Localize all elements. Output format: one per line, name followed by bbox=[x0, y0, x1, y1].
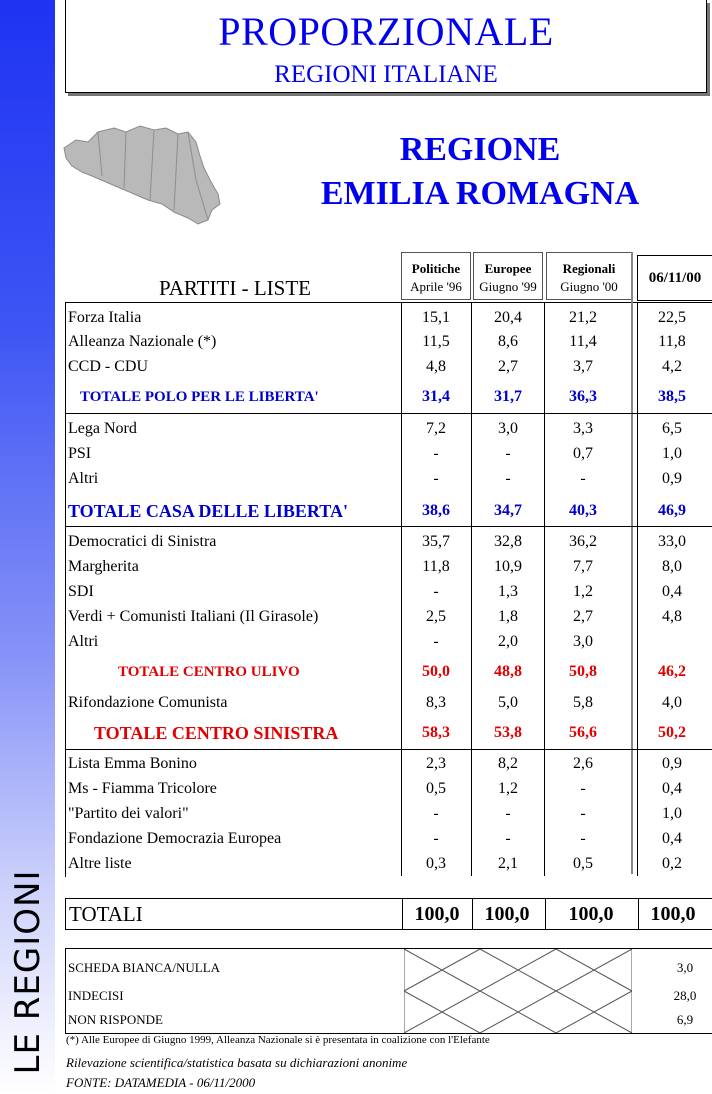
row-label: PSI bbox=[68, 445, 92, 462]
row-separator bbox=[65, 749, 712, 750]
row-value: 32,8 bbox=[494, 533, 522, 550]
row-value: 11,8 bbox=[658, 333, 686, 350]
row-value: 4,8 bbox=[426, 358, 446, 375]
row-value: - bbox=[505, 445, 511, 462]
row-value: 50,0 bbox=[422, 663, 450, 680]
extra-label: INDECISI bbox=[68, 988, 124, 1003]
table-row bbox=[0, 330, 712, 354]
row-value: 0,2 bbox=[662, 855, 682, 872]
row-value: 1,8 bbox=[498, 608, 518, 625]
col-divider bbox=[545, 899, 546, 929]
row-value: 1,2 bbox=[573, 583, 593, 600]
row-value: 4,0 bbox=[662, 694, 682, 711]
extra-label: NON RISPONDE bbox=[68, 1012, 163, 1027]
row-separator bbox=[65, 413, 712, 414]
extra-value: 6,9 bbox=[676, 1012, 694, 1027]
table-row bbox=[0, 752, 712, 776]
row-label: SDI bbox=[68, 583, 94, 600]
extra-value: 28,0 bbox=[673, 988, 697, 1003]
row-value: - bbox=[433, 583, 439, 600]
row-value: 11,5 bbox=[422, 333, 450, 350]
table-row bbox=[0, 660, 712, 684]
row-value: 34,7 bbox=[494, 502, 522, 519]
row-separator bbox=[65, 526, 712, 527]
row-value: 56,6 bbox=[569, 724, 597, 741]
page-subtitle: REGIONI ITALIANE bbox=[274, 61, 498, 88]
table-row bbox=[0, 580, 712, 604]
row-value: 5,0 bbox=[498, 694, 518, 711]
table-row bbox=[0, 530, 712, 554]
row-value: 4,8 bbox=[662, 608, 682, 625]
row-label: Alleanza Nazionale (*) bbox=[68, 333, 217, 350]
table-row bbox=[0, 630, 712, 654]
row-value: 31,7 bbox=[494, 388, 522, 405]
row-value: 2,7 bbox=[573, 608, 593, 625]
region-map-icon bbox=[62, 120, 222, 230]
table-row bbox=[0, 777, 712, 801]
row-value: 46,9 bbox=[658, 502, 686, 519]
row-value: 0,9 bbox=[662, 470, 682, 487]
row-value: 58,3 bbox=[422, 724, 450, 741]
row-value: 20,4 bbox=[494, 309, 522, 326]
row-value: - bbox=[505, 470, 511, 487]
region-title bbox=[290, 128, 670, 216]
survey-note: Rilevazione scientifica/statistica basata su dichiarazioni anonime bbox=[66, 1055, 408, 1070]
row-value: 3,0 bbox=[498, 420, 518, 437]
row-value: 8,3 bbox=[426, 694, 446, 711]
row-value: 50,8 bbox=[569, 663, 597, 680]
row-value: 4,2 bbox=[662, 358, 682, 375]
row-label: TOTALE CENTRO SINISTRA bbox=[94, 723, 339, 743]
row-value: 2,3 bbox=[426, 755, 446, 772]
totali-politiche: 100,0 bbox=[414, 903, 460, 925]
row-value: - bbox=[433, 805, 439, 822]
row-value: 35,7 bbox=[422, 533, 450, 550]
row-label: TOTALE CENTRO ULIVO bbox=[118, 664, 300, 680]
row-value: 48,8 bbox=[494, 663, 522, 680]
row-label: TOTALE CASA DELLE LIBERTA' bbox=[68, 501, 348, 521]
table-row bbox=[0, 467, 712, 491]
row-value: 38,5 bbox=[658, 388, 686, 405]
row-value: 21,2 bbox=[569, 309, 597, 326]
table-row bbox=[0, 802, 712, 826]
row-value: - bbox=[433, 633, 439, 650]
col-head-current-date: 06/11/00 bbox=[637, 255, 712, 301]
row-value: 2,1 bbox=[498, 855, 518, 872]
row-label: "Partito dei valori" bbox=[68, 805, 189, 822]
row-value: 11,8 bbox=[422, 558, 450, 575]
row-value: 8,6 bbox=[498, 333, 518, 350]
row-value: 33,0 bbox=[658, 533, 686, 550]
title-box bbox=[65, 0, 707, 93]
row-value: 0,7 bbox=[573, 445, 593, 462]
totali-row bbox=[65, 898, 712, 930]
row-value: 8,0 bbox=[662, 558, 682, 575]
row-label: Democratici di Sinistra bbox=[68, 533, 217, 550]
row-value: 0,5 bbox=[573, 855, 593, 872]
row-value: 3,3 bbox=[573, 420, 593, 437]
row-value: 6,5 bbox=[662, 420, 682, 437]
row-value: 2,7 bbox=[498, 358, 518, 375]
totali-regionali: 100,0 bbox=[568, 903, 614, 925]
hatch-pattern-icon bbox=[404, 949, 632, 1033]
row-value: 0,3 bbox=[426, 855, 446, 872]
row-value: - bbox=[580, 805, 586, 822]
row-value: - bbox=[433, 470, 439, 487]
page-title: PROPORZIONALE bbox=[218, 9, 554, 54]
row-label: Verdi + Comunisti Italiani (Il Girasole) bbox=[68, 608, 319, 625]
row-label: Ms - Fiamma Tricolore bbox=[68, 780, 217, 797]
row-value: 53,8 bbox=[494, 724, 522, 741]
totali-europee: 100,0 bbox=[484, 903, 530, 925]
row-value: 46,2 bbox=[658, 663, 686, 680]
row-value: 36,3 bbox=[569, 388, 597, 405]
extra-value: 3,0 bbox=[676, 960, 694, 975]
row-value: 1,2 bbox=[498, 780, 518, 797]
undecided-box bbox=[65, 948, 712, 1034]
row-value: - bbox=[433, 445, 439, 462]
row-value: 7,2 bbox=[426, 420, 446, 437]
row-value: 1,0 bbox=[662, 445, 682, 462]
row-value: 8,2 bbox=[498, 755, 518, 772]
region-title-line2: EMILIA ROMAGNA bbox=[320, 175, 640, 212]
row-value: 2,6 bbox=[573, 755, 593, 772]
totali-label: TOTALI bbox=[69, 902, 143, 926]
table-row bbox=[0, 306, 712, 330]
table-row bbox=[0, 691, 712, 715]
row-value: - bbox=[580, 470, 586, 487]
row-value: 3,0 bbox=[573, 633, 593, 650]
col-head-politiche: Politiche Aprile '96 bbox=[401, 252, 471, 300]
footnote: (*) Alle Europee di Giugno 1999, Alleanza Nazionale si è presentata in coalizione con l'Elefante bbox=[66, 1034, 490, 1046]
row-value: 5,8 bbox=[573, 694, 593, 711]
row-value: - bbox=[580, 830, 586, 847]
row-label: Rifondazione Comunista bbox=[68, 694, 228, 711]
source-note: FONTE: DATAMEDIA - 06/11/2000 bbox=[66, 1075, 256, 1090]
extra-label: SCHEDA BIANCA/NULLA bbox=[68, 960, 221, 975]
row-value: 15,1 bbox=[422, 309, 450, 326]
row-label: Forza Italia bbox=[68, 309, 142, 326]
row-label: Altri bbox=[68, 633, 99, 650]
row-value: - bbox=[433, 830, 439, 847]
row-value: 11,4 bbox=[569, 333, 597, 350]
row-value: 3,7 bbox=[573, 358, 593, 375]
row-value: 0,5 bbox=[426, 780, 446, 797]
row-value: 0,9 bbox=[662, 755, 682, 772]
row-value: 50,2 bbox=[658, 724, 686, 741]
col-head-regionali: Regionali Giugno '00 bbox=[546, 252, 632, 300]
col-head-europee: Europee Giugno '99 bbox=[473, 252, 543, 300]
table-row bbox=[0, 442, 712, 466]
row-value: 38,6 bbox=[422, 502, 450, 519]
row-label: Altre liste bbox=[68, 855, 132, 872]
row-value: 7,7 bbox=[573, 558, 593, 575]
table-row bbox=[0, 827, 712, 851]
row-value: 0,4 bbox=[662, 583, 682, 600]
row-value: - bbox=[505, 830, 511, 847]
table-row bbox=[0, 417, 712, 441]
row-value: - bbox=[505, 805, 511, 822]
table-row bbox=[0, 605, 712, 629]
row-label: Lista Emma Bonino bbox=[68, 755, 197, 772]
row-label: Fondazione Democrazia Europea bbox=[68, 830, 282, 847]
row-value: 2,5 bbox=[426, 608, 446, 625]
row-label: CCD - CDU bbox=[68, 358, 149, 375]
table-row bbox=[0, 355, 712, 379]
table-row bbox=[0, 385, 712, 409]
table-row bbox=[0, 499, 712, 523]
row-value: 22,5 bbox=[658, 309, 686, 326]
row-label: Altri bbox=[68, 470, 99, 487]
row-value: - bbox=[580, 780, 586, 797]
row-value: 36,2 bbox=[569, 533, 597, 550]
table-row bbox=[0, 852, 712, 876]
region-title-line1: REGIONE bbox=[399, 131, 561, 168]
row-value: 31,4 bbox=[422, 388, 450, 405]
row-value: 1,0 bbox=[662, 805, 682, 822]
row-label: Lega Nord bbox=[68, 420, 137, 437]
row-value: 1,3 bbox=[498, 583, 518, 600]
table-row bbox=[0, 721, 712, 745]
row-label: TOTALE POLO PER LE LIBERTA' bbox=[80, 389, 319, 405]
totali-current: 100,0 bbox=[650, 903, 696, 925]
row-value: 0,4 bbox=[662, 780, 682, 797]
row-value: 40,3 bbox=[569, 502, 597, 519]
partiti-label: PARTITI - LISTE bbox=[159, 276, 311, 300]
row-value: 2,0 bbox=[498, 633, 518, 650]
row-label: Margherita bbox=[68, 558, 139, 575]
table-row bbox=[0, 555, 712, 579]
sidebar-label: LE REGIONI bbox=[7, 869, 48, 1075]
row-value: 10,9 bbox=[494, 558, 522, 575]
row-value: 0,4 bbox=[662, 830, 682, 847]
